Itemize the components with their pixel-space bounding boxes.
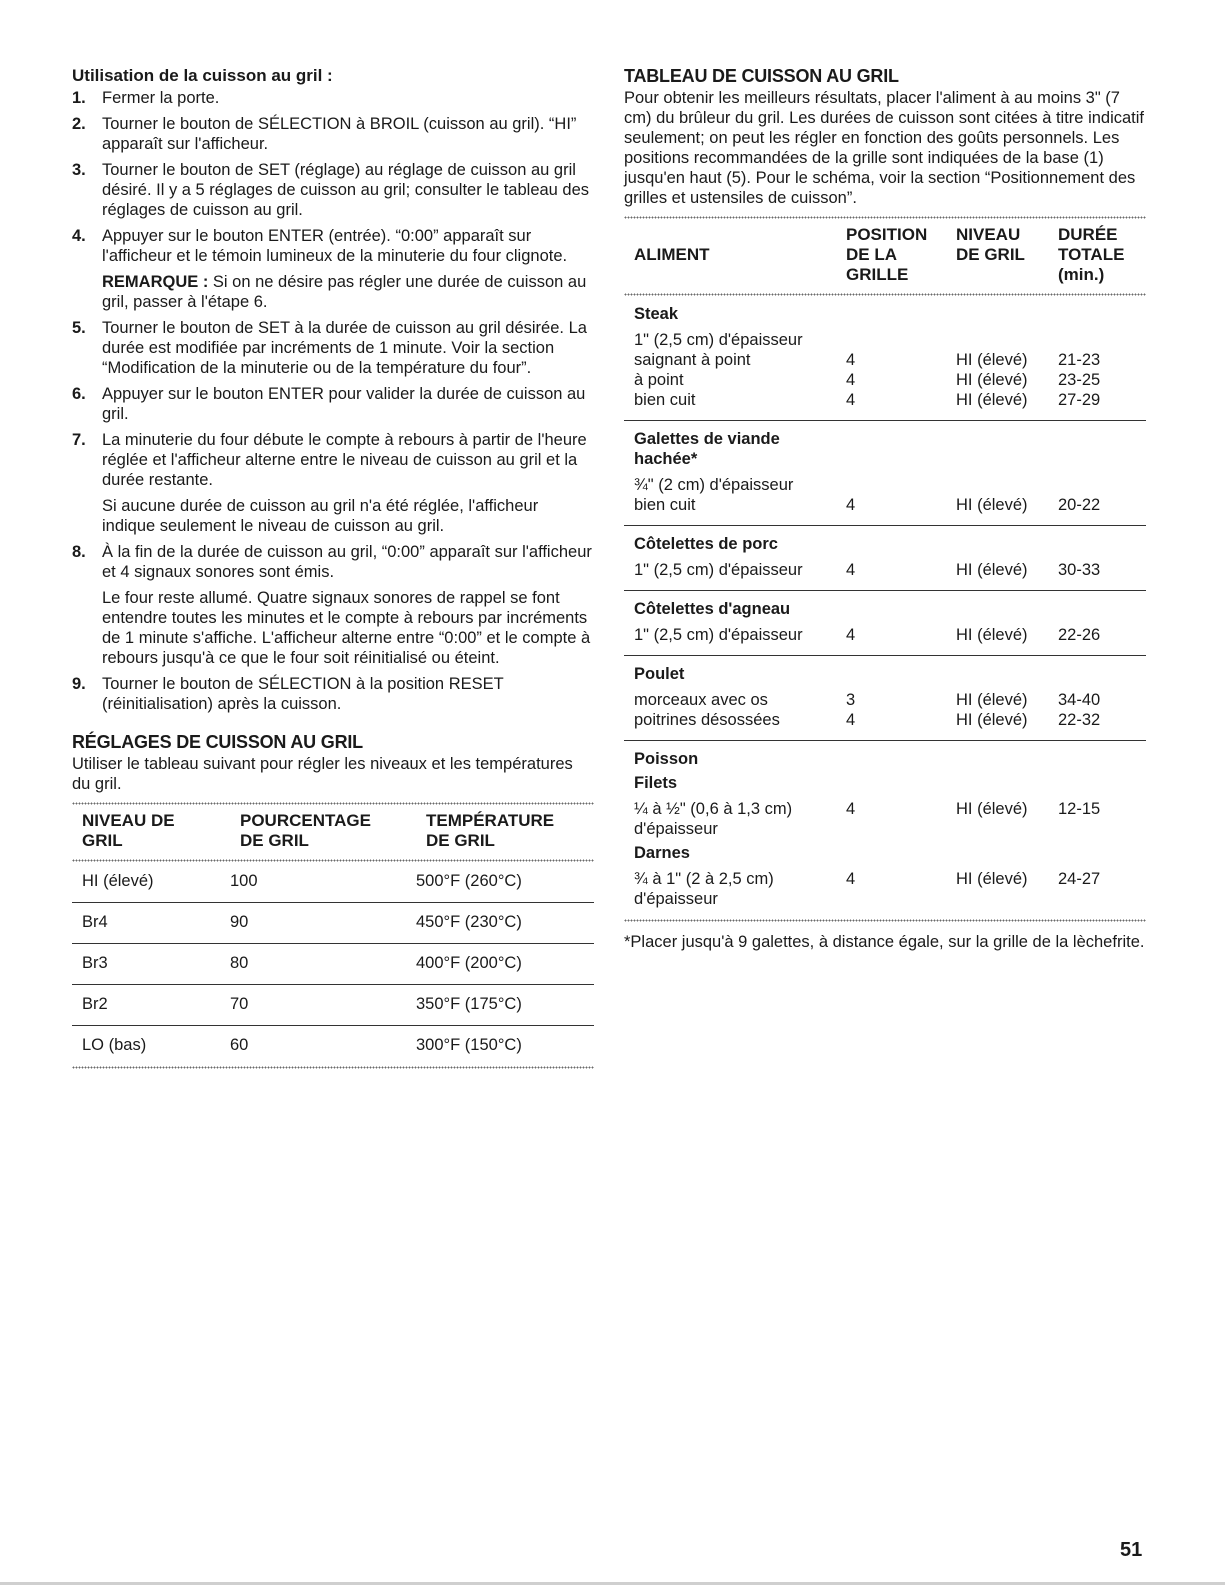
header-broil-level: NIVEAU DE GRIL [956,225,1025,264]
broil-chart-heading: TABLEAU DE CUISSON AU GRIL [624,66,899,86]
right-column [624,66,1146,952]
food-group-lamb-chops [624,590,1146,655]
table-row: HI (élevé) 100 500°F (260°C) [82,872,522,890]
broil-usage-heading: Utilisation de la cuisson au gril : [72,66,333,85]
table-row: poitrines désossées 4 HI (élevé) 22-32 [634,711,1101,729]
table-divider [72,1066,594,1069]
step-number: 8. [72,543,86,561]
step-1 [72,88,594,108]
table-row: à point 4 HI (élevé) 23-25 [634,371,1101,389]
step-extra: Le four reste allumé. Quatre signaux sonores de rappel se font entendre toutes les minutes et le compte à rebours par incréments de 1 minute s'affiche. L'afficheur alterne entre “0:00” et le compte à rebours jusqu'à ce que le four soit réinitialisé ou éteint. [102,589,591,667]
step-7 [72,430,594,536]
step-text: Fermer la porte. [102,89,220,107]
step-extra: Si aucune durée de cuisson au gril n'a été réglée, l'afficheur indique seulement le niveau de cuisson au gril. [102,497,539,535]
step-4 [72,226,594,312]
table-row: Br4 90 450°F (230°C) [72,902,594,943]
settings-table-header [72,805,594,859]
header-level: NIVEAU DE GRIL [82,811,175,850]
table-row: bien cuit 4 HI (élevé) 27-29 [634,391,1101,409]
left-column [72,66,594,1069]
step-number: 4. [72,227,86,245]
step-text: La minuterie du four débute le compte à rebours à partir de l'heure réglée et l'afficheur alterne entre le niveau de cuisson au gril et la durée restante. [102,431,587,489]
table-row: Br3 80 400°F (200°C) [72,943,594,984]
broil-chart-table [624,216,1146,922]
header-rack-position: POSITION DE LA GRILLE [846,225,928,284]
step-note [102,272,594,312]
broil-chart-intro: Pour obtenir les meilleurs résultats, placer l'aliment à au moins 3" (7 cm) du brûleur du gril. Les durées de cuisson sont citées à titre indicatif seulement; on peut les régler en fonction des goûts personnels. Les positions recommandées de la grille sont indiquées de la base (1) jusqu'en haut (5). Pour le schéma, voir la section “Positionnement des grilles et ustensiles de cuisson”. [624,89,1145,207]
step-number: 9. [72,675,86,693]
step-text: Appuyer sur le bouton ENTER (entrée). “0:00” apparaît sur l'afficheur et le témoin lumineux de la minuterie du four clignote. [102,227,568,265]
food-group-pork-chops [624,525,1146,590]
table-row: ¾ à 1" (2 à 2,5 cm) d'épaisseur 4 HI (élevé) 24-27 [634,870,1101,908]
step-number: 1. [72,89,86,107]
step-text: Tourner le bouton de SET (réglage) au réglage de cuisson au gril désiré. Il y a 5 réglages de cuisson au gril; consulter le tableau des réglages de cuisson au gril. [102,161,590,219]
step-text: Tourner le bouton de SÉLECTION à BROIL (cuisson au gril). “HI” apparaît sur l'afficheur. [102,115,577,153]
table-divider [624,919,1146,922]
step-text: Tourner le bouton de SÉLECTION à la position RESET (réinitialisation) après la cuisson. [102,675,504,713]
broil-steps-list [72,88,594,714]
step-number: 5. [72,319,86,337]
table-row: 1" (2,5 cm) d'épaisseur [634,331,803,349]
step-number: 3. [72,161,86,179]
group-subtitle: Darnes [634,844,690,862]
table-row: Br2 70 350°F (175°C) [72,984,594,1025]
food-group-steak [624,296,1146,420]
header-temperature: TEMPÉRATURE DE GRIL [426,811,555,850]
group-title: Côtelettes d'agneau [634,600,791,618]
food-group-chicken [624,655,1146,740]
header-percent: POURCENTAGE DE GRIL [240,811,371,850]
page-number: 51 [1120,1539,1143,1561]
table-row: saignant à point 4 HI (élevé) 21-23 [634,351,1101,369]
group-title: Galettes de viande hachée* [634,430,780,468]
step-6 [72,384,594,424]
table-row: 1" (2,5 cm) d'épaisseur 4 HI (élevé) 22-26 [634,626,1101,644]
table-row: 1" (2,5 cm) d'épaisseur 4 HI (élevé) 30-33 [634,561,1101,579]
settings-heading: RÉGLAGES DE CUISSON AU GRIL [72,732,363,752]
step-text: Tourner le bouton de SET à la durée de cuisson au gril désirée. La durée est modifiée par incréments de 1 minute. Voir la section “Modification de la minuterie ou de la température du four”. [102,319,587,377]
group-subtitle: Filets [634,774,678,792]
step-number: 6. [72,385,86,403]
food-group-patties [624,420,1146,525]
header-total-time: DURÉE TOTALE (min.) [1058,225,1125,284]
table-row: bien cuit 4 HI (élevé) 20-22 [634,496,1101,514]
note-label: REMARQUE : [102,273,209,291]
step-3 [72,160,594,220]
group-title: Côtelettes de porc [634,535,778,553]
food-group-fish [624,740,1146,919]
step-8 [72,542,594,668]
step-9 [72,674,594,714]
settings-intro: Utiliser le tableau suivant pour régler les niveaux et les températures du gril. [72,755,573,793]
settings-table [72,802,594,1069]
table-row: LO (bas) 60 300°F (150°C) [72,1025,594,1066]
group-title: Poisson [634,750,699,768]
group-title: Steak [634,305,679,323]
table-row: ¼ à ½" (0,6 à 1,3 cm) d'épaisseur 4 HI (élevé) 12-15 [634,800,1101,838]
header-food: ALIMENT [634,245,710,264]
step-text: À la fin de la durée de cuisson au gril, “0:00” apparaît sur l'afficheur et 4 signaux sonores sont émis. [102,543,592,581]
step-2 [72,114,594,154]
note-text: Si on ne désire pas régler une durée de cuisson au gril, passer à l'étape 6. [102,273,587,311]
broil-chart-header [624,219,1146,293]
group-title: Poulet [634,665,685,683]
step-text: Appuyer sur le bouton ENTER pour valider la durée de cuisson au gril. [102,385,586,423]
table-row: ¾" (2 cm) d'épaisseur [634,476,794,494]
step-number: 2. [72,115,86,133]
footnote: *Placer jusqu'à 9 galettes, à distance égale, sur la grille de la lèchefrite. [624,933,1145,951]
step-5 [72,318,594,378]
step-number: 7. [72,431,86,449]
table-row: morceaux avec os 3 HI (élevé) 34-40 [634,691,1101,709]
